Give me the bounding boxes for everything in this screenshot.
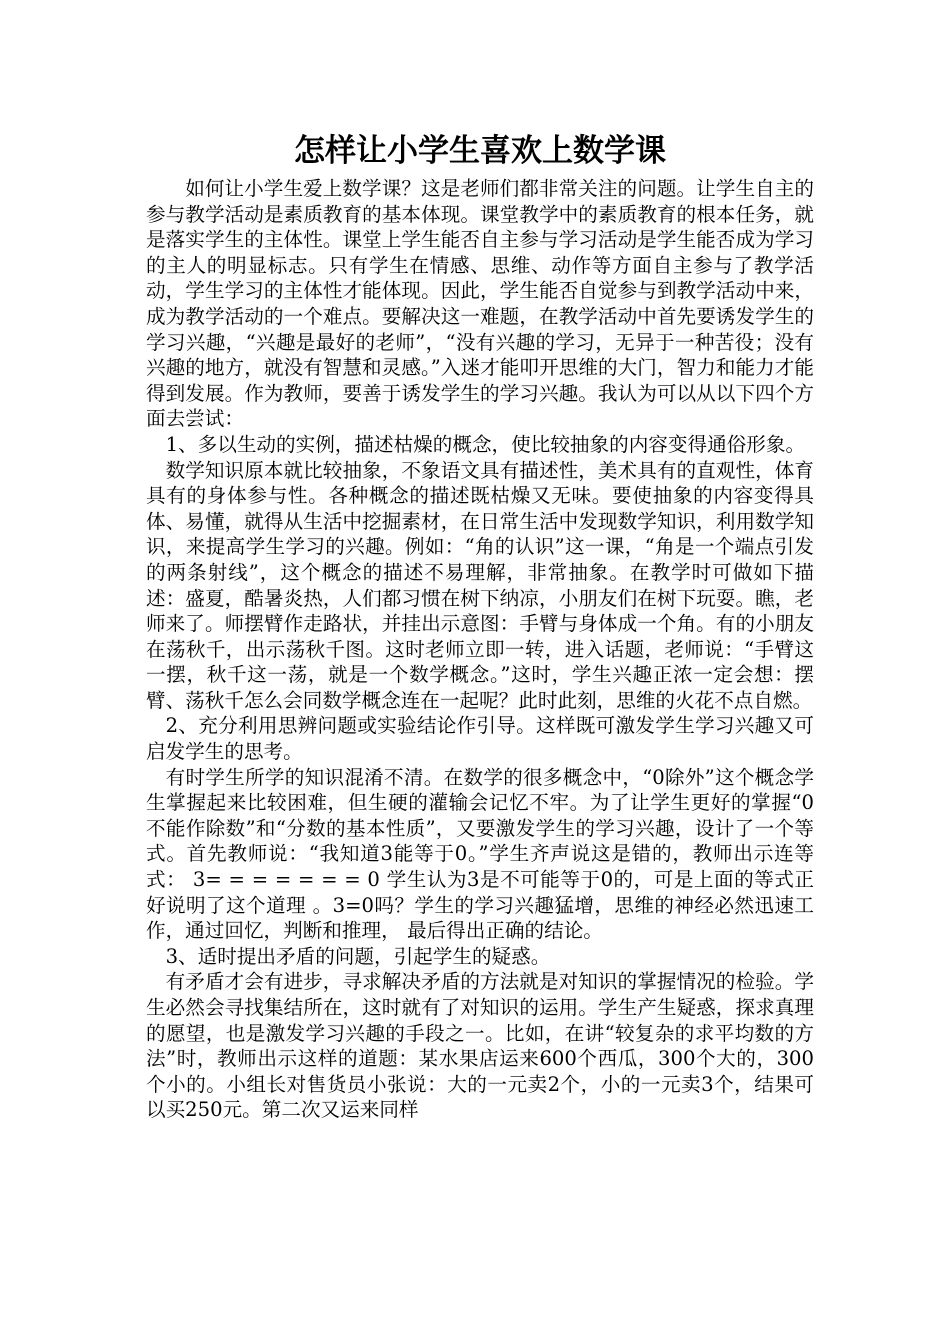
body-paragraph-intro: 如何让小学生爱上数学课？这是老师们都非常关注的问题。让学生自主的参与教学活动是素质教育的基本体现。课堂教学中的素质教育的根本任务，就是落实学生的主体性。课堂上学生能否自主参与学习活动是学生能否成为学习的主人的明显标志。只有学生在情感、思维、动作等方面自主参与了教学活动，学生学习的主体性才能体现。因此，学生能否自觉参与到教学活动中来，成为教学活动的一个难点。要解决这一难题，在教学活动中首先要诱发学生的学习兴趣，“兴趣是最好的老师”，“没有兴趣的学习，无异于一种苦役；没有兴趣的地方，就没有智慧和灵感。”入迷才能叩开思维的大门，智力和能力才能得到发展。作为教师，要善于诱发学生的学习兴趣。我认为可以从以下四个方面去尝试： — [146, 177, 814, 431]
section-heading-1: 1、多以生动的实例，描述枯燥的概念，使比较抽象的内容变得通俗形象。 — [165, 432, 806, 456]
document-title: 怎样让小学生喜欢上数学课 — [294, 133, 666, 169]
body-paragraph-2: 有时学生所学的知识混淆不清。在数学的很多概念中，“0除外”这个概念学生掌握起来比较困难，但生硬的灌输会记忆不牢。为了让学生更好的掌握“0不能作除数”和“分数的基本性质”，又要激发学生的学习兴趣，设计了一个等式。首先教师说：“我知道3能等于0。”学生齐声说这是错的，教师出示连等式： 3= = = = = = = 0 学生认为3是不可能等于0的，可是上面的等式正好说明了这个道理 。3=0吗？学生的学习兴趣猛增，思维的神经必然迅速工作，通过回忆，判断和推理， 最后得出正确的结论。 — [146, 765, 814, 943]
body-paragraph-1: 数学知识原本就比较抽象，不象语文具有描述性，美术具有的直观性，体育具有的身体参与性。各种概念的描述既枯燥又无味。要使抽象的内容变得具体、易懂，就得从生活中挖掘素材，在日常生活中发现数学知识，利用数学知识，来提高学生学习的兴趣。例如：“角的认识”这一课，“角是一个端点引发的两条射线”，这个概念的描述不易理解，非常抽象。在教学时可做如下描述：盛夏，酷暑炎热，人们都习惯在树下纳凉，小朋友们在树下玩耍。瞧，老师来了。师摆臂作走路状，并挂出示意图：手臂与身体成一个角。有的小朋友在荡秋千，出示荡秋千图。这时老师立即一转，进入话题，老师说：“手臂这一摆，秋千这一荡，就是一个数学概念。”这时，学生兴趣正浓一定会想：摆臂、荡秋千怎么会同数学概念连在一起呢？此时此刻，思维的火花不点自燃。 — [146, 458, 814, 712]
document-page — [146, 128, 814, 1123]
body-paragraph-3: 有矛盾才会有进步，寻求解决矛盾的方法就是对知识的掌握情况的检验。学生必然会寻找集结所在，这时就有了对知识的运用。学生产生疑惑，探求真理的愿望，也是激发学习兴趣的手段之一。比如，在讲“较复杂的求平均数的方法”时，教师出示这样的道题：某水果店运来600个西瓜，300个大的，300个小的。小组长对售货员小张说：大的一元卖2个，小的一元卖3个，结果可以买250元。第二次又运来同样 — [146, 970, 814, 1122]
section-heading-3: 3、适时提出矛盾的问题，引起学生的疑惑。 — [165, 944, 551, 968]
section-heading-2: 2、充分利用思辨问题或实验结论作引导。这样既可激发学生学习兴趣又可启发学生的思考。 — [146, 714, 814, 764]
